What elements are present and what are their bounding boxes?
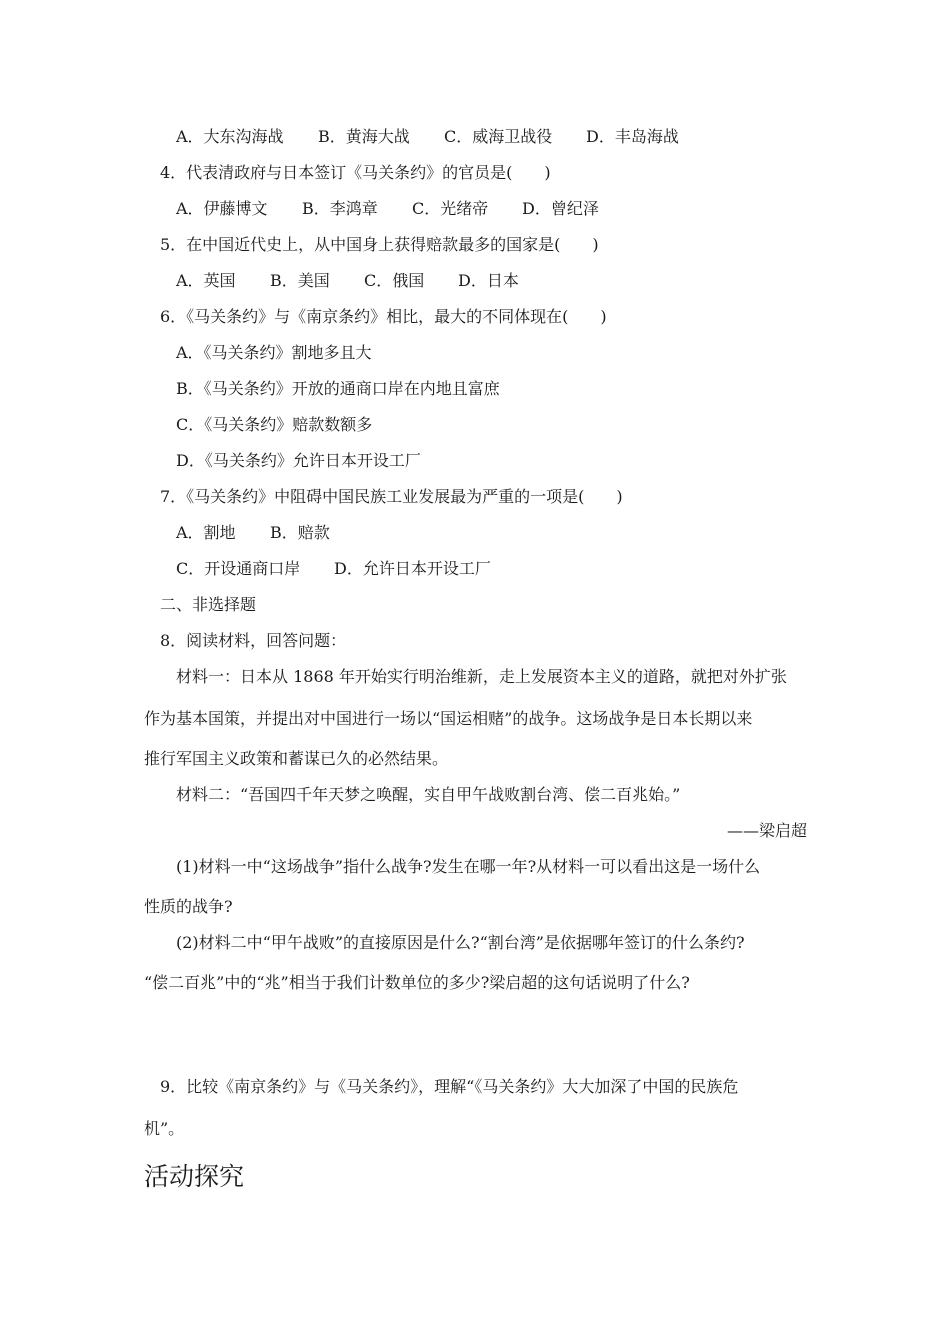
activity-heading: 活动探究 <box>144 1162 245 1191</box>
q7-options-row1 <box>176 523 330 543</box>
q8-sub1-line2: 性质的战争? <box>144 897 233 916</box>
q8-material1-line2: 作为基本国策，并提出对中国进行一场以“国运相赌”的战争。这场战争是日本长期以来 <box>144 709 753 728</box>
q7-option-c: C．开设通商口岸 <box>176 559 301 578</box>
q3-options <box>176 127 679 147</box>
q4-option-c: C．光绪帝 <box>412 199 489 218</box>
q4-option-b: B．李鸿章 <box>302 199 378 218</box>
q5-option-d: D．日本 <box>458 271 519 290</box>
q5-options <box>176 271 519 291</box>
q9-line1: 9．比较《南京条约》与《马关条约》，理解“《马关条约》大大加深了中国的民族危 <box>160 1077 739 1096</box>
q8-material1-line3: 推行军国主义政策和蓄谋已久的必然结果。 <box>144 749 449 768</box>
q5-option-c: C．俄国 <box>364 271 425 290</box>
q4-option-d: D．曾纪泽 <box>522 199 599 218</box>
q8-sub2-line2: “偿二百兆”中的“兆”相当于我们计数单位的多少?梁启超的这句话说明了什么? <box>144 973 690 992</box>
q8-material2: 材料二：“吾国四千年天梦之唤醒，实自甲午战败割台湾、偿二百兆始。” <box>176 785 681 804</box>
q3-option-b: B．黄海大战 <box>318 127 410 146</box>
q7-option-a: A．割地 <box>176 523 236 542</box>
q9-line2: 机”。 <box>144 1119 185 1138</box>
q8-sub2-line1: (2)材料二中“甲午战败”的直接原因是什么?“割台湾”是依据哪年签订的什么条约? <box>176 933 745 952</box>
q6-option-c: C．《马关条约》赔款数额多 <box>176 415 373 434</box>
q3-option-c: C．威海卫战役 <box>444 127 553 146</box>
q3-option-a: A．大东沟海战 <box>176 127 284 146</box>
q3-option-d: D．丰岛海战 <box>586 127 679 146</box>
q7-options-row2 <box>176 559 491 579</box>
q6-stem: 6．《马关条约》与《南京条约》相比，最大的不同体现在( ) <box>160 307 607 326</box>
q7-stem: 7．《马关条约》中阻碍中国民族工业发展最为严重的一项是( ) <box>160 487 623 506</box>
q6-option-d: D．《马关条约》允许日本开设工厂 <box>176 451 421 470</box>
q8-sub1-line1: (1)材料一中“这场战争”指什么战争?发生在哪一年?从材料一可以看出这是一场什么 <box>176 857 761 876</box>
q4-option-a: A．伊藤博文 <box>176 199 268 218</box>
q6-option-a: A．《马关条约》割地多且大 <box>176 343 372 362</box>
q8-attribution: ——梁启超 <box>726 821 807 840</box>
section-heading-non-choice: 二、非选择题 <box>160 595 257 614</box>
q5-option-a: A．英国 <box>176 271 236 290</box>
q8-stem: 8．阅读材料，回答问题： <box>160 631 347 650</box>
q7-option-b: B．赔款 <box>270 523 330 542</box>
q7-option-d: D．允许日本开设工厂 <box>334 559 491 578</box>
q8-material1-line1: 材料一：日本从 1868 年开始实行明治维新，走上发展资本主义的道路，就把对外扩张 <box>176 667 787 686</box>
q5-option-b: B．美国 <box>270 271 330 290</box>
q4-options <box>176 199 599 219</box>
q6-option-b: B．《马关条约》开放的通商口岸在内地且富庶 <box>176 379 500 398</box>
q4-stem: 4．代表清政府与日本签订《马关条约》的官员是( ) <box>160 163 551 182</box>
q5-stem: 5．在中国近代史上，从中国身上获得赔款最多的国家是( ) <box>160 235 599 254</box>
